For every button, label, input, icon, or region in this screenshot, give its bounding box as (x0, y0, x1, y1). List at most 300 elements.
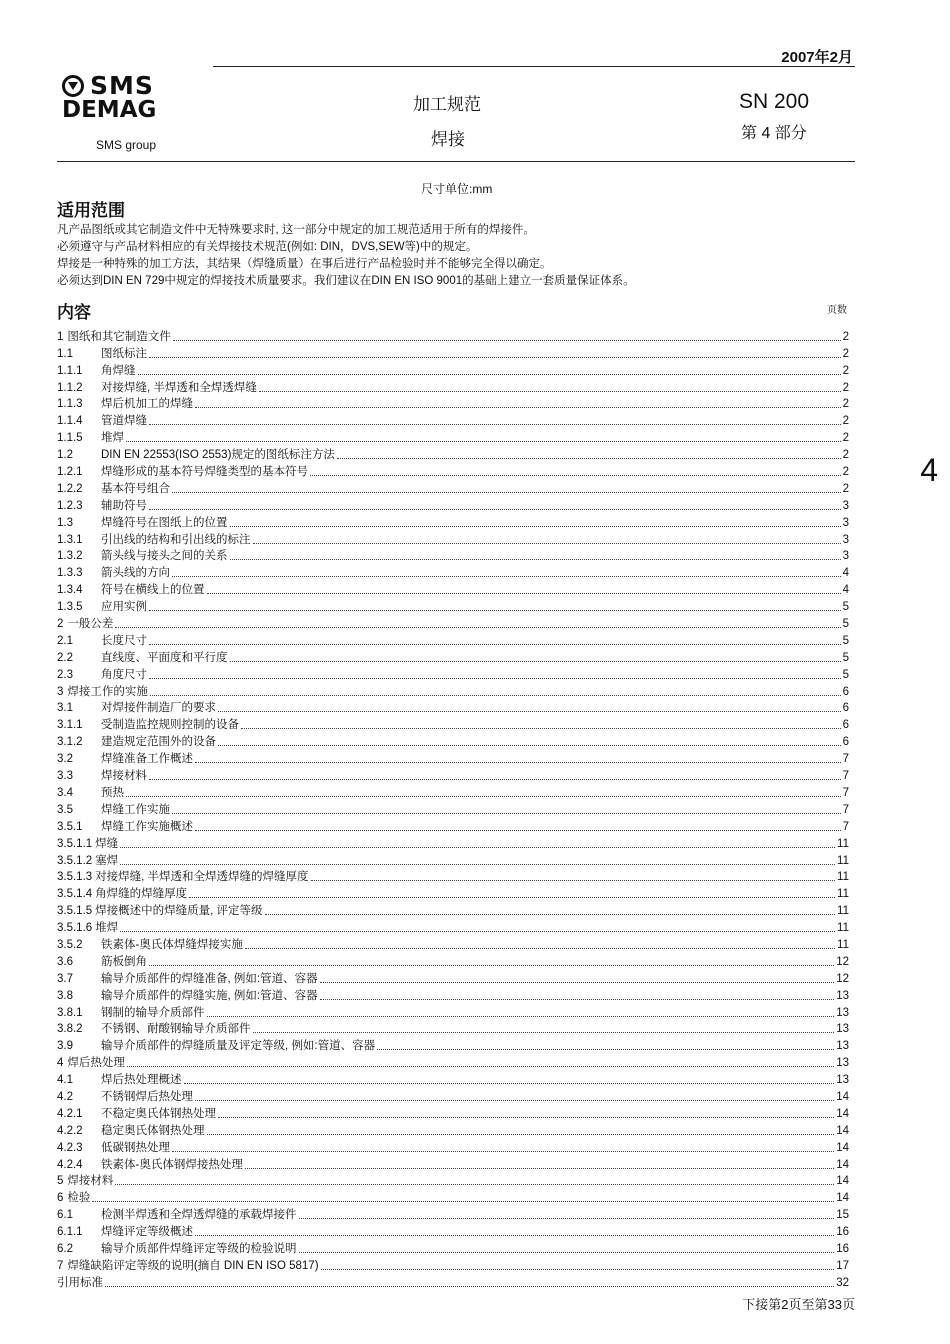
toc-dot-leader (253, 543, 841, 544)
toc-entry[interactable] (57, 631, 849, 648)
toc-entry-page: 11 (837, 905, 849, 918)
toc-entry-number: 6.1 (57, 1209, 73, 1222)
toc-entry-number: 3.3 (57, 770, 73, 783)
toc-dot-leader (310, 475, 841, 476)
toc-dot-leader (265, 914, 835, 915)
toc-entry[interactable] (57, 513, 849, 530)
toc-entry-page: 5 (842, 668, 849, 681)
toc-entry[interactable] (57, 1138, 849, 1155)
toc-entry[interactable] (57, 1222, 849, 1239)
toc-dot-leader (172, 1151, 834, 1152)
toc-entry-number: 4 (57, 1057, 64, 1070)
toc-entry-title: 不锈钢焊后热处理 (101, 1090, 193, 1103)
toc-entry-number: 6.1.1 (57, 1226, 83, 1239)
toc-entry-page: 2 (842, 347, 849, 360)
toc-entry-page: 5 (842, 651, 849, 664)
toc-entry-page: 11 (837, 837, 849, 850)
toc-entry-page: 7 (842, 786, 849, 799)
toc-entry-title: 焊接材料 (67, 1175, 114, 1188)
toc-dot-leader (218, 745, 841, 746)
toc-dot-leader (173, 340, 841, 341)
toc-entry-title: 应用实例 (101, 601, 147, 614)
table-of-contents (57, 327, 849, 1290)
toc-entry-number: 4.2 (57, 1090, 73, 1103)
toc-entry-page: 6 (842, 685, 849, 698)
toc-entry-page: 3 (842, 533, 849, 546)
toc-entry-number: 3.5.1 (57, 820, 83, 833)
toc-entry-page: 13 (836, 1006, 849, 1019)
toc-entry-number: 1.1.2 (57, 381, 83, 394)
toc-dot-leader (149, 678, 841, 679)
toc-entry-number: 3.2 (57, 753, 73, 766)
toc-entry[interactable] (57, 699, 849, 716)
toc-dot-leader (245, 1168, 834, 1169)
toc-dot-leader (195, 1235, 834, 1236)
toc-dot-leader (149, 644, 841, 645)
toc-entry-number: 4.2.4 (57, 1158, 83, 1171)
toc-entry-page: 17 (836, 1259, 849, 1272)
toc-entry[interactable] (57, 715, 849, 732)
toc-entry[interactable] (57, 665, 849, 682)
toc-entry-number: 3.5 (57, 803, 73, 816)
toc-dot-leader (377, 1049, 834, 1050)
toc-dot-leader (189, 897, 835, 898)
toc-entry-number: 4.1 (57, 1074, 73, 1087)
toc-entry-title: 焊缝工作实施概述 (101, 820, 193, 833)
toc-dot-leader (218, 711, 841, 712)
toc-dot-leader (172, 576, 841, 577)
toc-entry-number: 1.3 (57, 516, 73, 529)
toc-entry-page: 4 (842, 584, 849, 597)
toc-entry-number: 1.1.3 (57, 398, 83, 411)
toc-entry-page: 14 (836, 1141, 849, 1154)
toc-dot-leader (126, 441, 841, 442)
toc-entry-number: 3.5.1.6 (57, 922, 93, 935)
toc-entry-page: 2 (842, 330, 849, 343)
toc-entry-title: DIN EN 22553(ISO 2553)规定的图纸标注方法 (101, 449, 335, 462)
toc-entry-page: 16 (836, 1226, 849, 1239)
toc-entry-title: 焊缝符号在图纸上的位置 (101, 516, 228, 529)
toc-dot-leader (120, 931, 835, 932)
toc-entry-number: 3.7 (57, 972, 73, 985)
toc-dot-leader (320, 999, 835, 1000)
toc-entry-number: 1.1 (57, 347, 73, 360)
toc-entry-number: 6 (57, 1192, 64, 1205)
toc-dot-leader (218, 1117, 834, 1118)
toc-entry-title: 一般公差 (67, 618, 114, 631)
toc-dot-leader (241, 728, 841, 729)
toc-dot-leader (321, 1269, 835, 1270)
toc-entry-number: 1.1.4 (57, 415, 83, 428)
toc-entry-number: 1.3.5 (57, 601, 83, 614)
toc-entry[interactable] (57, 766, 849, 783)
toc-dot-leader (126, 796, 841, 797)
toc-entry-number: 1.2.3 (57, 499, 83, 512)
toc-entry-number: 2.1 (57, 634, 73, 647)
toc-dot-leader (320, 982, 835, 983)
toc-entry-page: 7 (842, 820, 849, 833)
toc-entry-number: 1.3.2 (57, 550, 83, 563)
toc-dot-leader (172, 492, 841, 493)
toc-entry[interactable] (57, 800, 849, 817)
toc-entry-number: 6.2 (57, 1242, 73, 1255)
toc-entry-page: 14 (836, 1090, 849, 1103)
toc-entry-number: 3.1.1 (57, 719, 83, 732)
toc-entry-page: 11 (837, 854, 849, 867)
toc-entry-title: 箭头线与接头之间的关系 (101, 550, 228, 563)
document-part: 第 4 部分 (741, 125, 807, 142)
toc-entry-number: 2.3 (57, 668, 73, 681)
toc-entry-title: 引出线的结构和引出线的标注 (101, 533, 251, 546)
header-rule-top (213, 66, 855, 67)
logo-group-text: SMS group (96, 138, 157, 152)
toc-dot-leader (207, 593, 841, 594)
toc-dot-leader (207, 1134, 835, 1135)
toc-entry-title: 不稳定奥氏体钢热处理 (101, 1107, 216, 1120)
toc-entry-page: 7 (842, 803, 849, 816)
toc-entry-title: 直线度、平面度和平行度 (101, 651, 228, 664)
toc-entry[interactable] (57, 1036, 849, 1053)
toc-entry-number: 3.5.1.4 (57, 888, 93, 901)
toc-entry-title: 堆焊 (95, 922, 119, 935)
toc-entry-number: 3.1 (57, 702, 73, 715)
toc-dot-leader (195, 407, 841, 408)
toc-dot-leader (195, 1100, 834, 1101)
toc-entry[interactable] (57, 1087, 849, 1104)
toc-entry[interactable] (57, 597, 849, 614)
toc-entry-number: 2 (57, 618, 64, 631)
units-note: 尺寸单位:mm (421, 182, 493, 196)
toc-entry[interactable] (57, 986, 849, 1003)
toc-entry[interactable] (57, 901, 849, 918)
toc-entry-number: 1.2.2 (57, 482, 83, 495)
page-footer: 下接第2页至第33页 (742, 1297, 855, 1312)
toc-dot-leader (127, 1066, 834, 1067)
toc-entry-title: 角焊缝的焊缝厚度 (95, 888, 188, 901)
toc-entry[interactable] (57, 547, 849, 564)
toc-entry-page: 2 (842, 415, 849, 428)
toc-dot-leader (172, 813, 841, 814)
toc-entry-page: 14 (836, 1124, 849, 1137)
toc-entry-number: 3.6 (57, 955, 73, 968)
toc-entry-page: 11 (837, 871, 849, 884)
toc-entry-page: 6 (842, 702, 849, 715)
toc-entry[interactable] (57, 1155, 849, 1172)
toc-entry-number: 3.5.2 (57, 938, 83, 951)
toc-entry-number: 1.1.1 (57, 364, 83, 377)
toc-entry-number: 3.9 (57, 1040, 73, 1053)
toc-entry[interactable] (57, 614, 849, 631)
toc-entry-title: 焊后热处理概述 (101, 1074, 182, 1087)
toc-entry-title: 基本符号组合 (101, 482, 170, 495)
toc-entry-page: 16 (836, 1242, 849, 1255)
toc-entry-page: 13 (836, 1040, 849, 1053)
toc-entry-title: 铁素体-奥氏体焊缝焊接实施 (101, 938, 243, 951)
toc-entry-number: 1 (57, 330, 64, 343)
scope-text (57, 222, 635, 290)
toc-entry-page: 3 (842, 550, 849, 563)
toc-entry-title: 焊缝工作实施 (101, 803, 170, 816)
toc-entry-title: 引用标准 (57, 1276, 103, 1289)
toc-entry-title: 角焊缝 (101, 364, 136, 377)
toc-entry-title: 堆焊 (101, 432, 124, 445)
toc-dot-leader (299, 1252, 835, 1253)
toc-entry[interactable] (57, 327, 849, 344)
toc-dot-leader (150, 695, 841, 696)
toc-entry[interactable] (57, 884, 849, 901)
toc-entry-page: 14 (836, 1175, 849, 1188)
toc-entry-title: 稳定奥氏体钢热处理 (101, 1124, 205, 1137)
toc-entry-number: 3.1.2 (57, 736, 83, 749)
toc-entry[interactable] (57, 344, 849, 361)
toc-entry-number: 4.2.2 (57, 1124, 83, 1137)
toc-page-label: 页数 (827, 305, 847, 316)
toc-dot-leader (230, 559, 841, 560)
logo-demag-text: DEMAG (62, 97, 157, 123)
toc-entry-number: 5 (57, 1175, 64, 1188)
toc-entry-title: 输导介质部件的焊缝质量及评定等级, 例如:管道、容器 (101, 1040, 376, 1053)
toc-entry-title: 焊接工作的实施 (67, 685, 148, 698)
toc-entry-page: 14 (836, 1107, 849, 1120)
toc-entry[interactable] (57, 682, 849, 699)
toc-entry-title: 符号在横线上的位置 (101, 584, 205, 597)
logo-sms-text: SMS (90, 71, 154, 100)
toc-entry-page: 2 (842, 482, 849, 495)
toc-dot-leader (149, 965, 834, 966)
toc-entry-title: 焊缝 (95, 837, 119, 850)
toc-entry-number: 1.3.3 (57, 567, 83, 580)
toc-entry[interactable] (57, 428, 849, 445)
toc-entry[interactable] (57, 1256, 849, 1273)
toc-dot-leader (245, 948, 835, 949)
toc-entry-number: 3.5.1.3 (57, 871, 93, 884)
toc-entry-title: 铁素体-奥氏体钢焊接热处理 (101, 1158, 243, 1171)
toc-entry[interactable] (57, 817, 849, 834)
toc-entry-number: 1.3.1 (57, 533, 83, 546)
scope-heading: 适用范围 (57, 201, 125, 220)
toc-entry[interactable] (57, 530, 849, 547)
toc-entry-number: 3.4 (57, 786, 73, 799)
toc-entry-number: 2.2 (57, 651, 73, 664)
toc-dot-leader (230, 661, 841, 662)
toc-entry-title: 图纸标注 (101, 347, 147, 360)
toc-entry[interactable] (57, 445, 849, 462)
toc-entry-title: 输导介质部件的焊缝准备, 例如:管道、容器 (101, 972, 318, 985)
toc-entry-page: 2 (842, 364, 849, 377)
toc-dot-leader (230, 526, 841, 527)
toc-dot-leader (259, 391, 841, 392)
toc-entry-title: 焊接材料 (101, 770, 147, 783)
toc-entry-number: 4.2.3 (57, 1141, 83, 1154)
toc-entry[interactable] (57, 563, 849, 580)
toc-entry-page: 11 (837, 922, 849, 935)
toc-entry-title: 焊缝评定等级概述 (101, 1226, 193, 1239)
toc-entry[interactable] (57, 395, 849, 412)
toc-dot-leader (337, 458, 841, 459)
toc-dot-leader (138, 374, 841, 375)
toc-entry-title: 低碳钢热处理 (101, 1141, 170, 1154)
toc-dot-leader (149, 779, 841, 780)
toc-entry-title: 焊后热处理 (67, 1057, 125, 1070)
toc-entry-page: 12 (836, 955, 849, 968)
toc-entry-title: 焊接概述中的焊缝质量, 评定等级 (95, 905, 263, 918)
toc-entry[interactable] (57, 1205, 849, 1222)
toc-dot-leader (195, 762, 841, 763)
toc-entry-title: 箭头线的方向 (101, 567, 170, 580)
toc-entry[interactable] (57, 580, 849, 597)
toc-dot-leader (311, 880, 835, 881)
toc-entry-number: 3.8.1 (57, 1006, 83, 1019)
toc-entry-title: 长度尺寸 (101, 634, 147, 647)
toc-entry-page: 13 (836, 1074, 849, 1087)
toc-dot-leader (92, 1201, 834, 1202)
toc-entry-number: 3.5.1.1 (57, 837, 93, 850)
toc-entry-title: 图纸和其它制造文件 (67, 330, 171, 343)
toc-entry-number: 1.2 (57, 449, 73, 462)
toc-entry-number: 3.8.2 (57, 1023, 83, 1036)
side-part-marker: 4 (920, 452, 938, 488)
toc-entry-page: 14 (836, 1192, 849, 1205)
toc-entry-page: 2 (842, 466, 849, 479)
toc-entry[interactable] (57, 462, 849, 479)
toc-entry-page: 5 (842, 601, 849, 614)
spec-title: 加工规范 (413, 95, 481, 115)
toc-entry-title: 焊后机加工的焊缝 (101, 398, 193, 411)
scope-line: 必须遵守与产品材料相应的有关焊接技术规范(例如: DIN，DVS,SEW等)中的规定。 (57, 241, 478, 253)
toc-entry[interactable] (57, 918, 849, 935)
toc-entry-title: 检验 (67, 1192, 91, 1205)
toc-entry-title: 焊缝缺陷评定等级的说明(摘自 DIN EN ISO 5817) (67, 1259, 319, 1272)
toc-dot-leader (149, 509, 841, 510)
toc-entry-page: 5 (842, 634, 849, 647)
toc-entry-page: 6 (842, 719, 849, 732)
toc-entry[interactable] (57, 361, 849, 378)
toc-entry-title: 角度尺寸 (101, 668, 147, 681)
toc-entry-page: 7 (842, 753, 849, 766)
toc-entry-page: 11 (837, 888, 849, 901)
toc-entry[interactable] (57, 411, 849, 428)
toc-dot-leader (184, 1083, 835, 1084)
toc-entry-page: 2 (842, 398, 849, 411)
toc-entry-number: 4.2.1 (57, 1107, 83, 1120)
toc-entry-title: 建造规定范围外的设备 (101, 736, 216, 749)
toc-dot-leader (149, 610, 841, 611)
toc-entry-title: 预热 (101, 786, 124, 799)
toc-dot-leader (149, 357, 841, 358)
toc-entry[interactable] (57, 969, 849, 986)
toc-entry-page: 2 (842, 381, 849, 394)
toc-entry-number: 1.3.4 (57, 584, 83, 597)
header-rule-bottom (57, 161, 855, 162)
scope-line: 凡产品图纸或其它制造文件中无特殊要求时, 这一部分中规定的加工规范适用于所有的焊接件。 (57, 224, 535, 236)
toc-entry-page: 32 (836, 1276, 849, 1289)
toc-entry-page: 2 (842, 449, 849, 462)
toc-entry[interactable] (57, 1070, 849, 1087)
toc-entry-title: 管道焊缝 (101, 415, 147, 428)
toc-entry-number: 1.2.1 (57, 466, 83, 479)
toc-dot-leader (120, 864, 835, 865)
toc-entry[interactable] (57, 1239, 849, 1256)
toc-dot-leader (115, 1184, 834, 1185)
toc-entry[interactable] (57, 1273, 849, 1290)
spec-subtitle: 焊接 (431, 130, 465, 150)
toc-entry[interactable] (57, 851, 849, 868)
toc-entry-page: 4 (842, 567, 849, 580)
toc-entry[interactable] (57, 749, 849, 766)
toc-entry[interactable] (57, 868, 849, 885)
issue-date: 2007年2月 (781, 49, 853, 66)
toc-entry-number: 3.8 (57, 989, 73, 1002)
toc-dot-leader (149, 424, 841, 425)
toc-entry[interactable] (57, 479, 849, 496)
toc-entry-title: 辅助符号 (101, 499, 147, 512)
toc-entry-page: 2 (842, 432, 849, 445)
toc-entry[interactable] (57, 952, 849, 969)
toc-entry-number: 3 (57, 685, 64, 698)
toc-entry-title: 对接焊缝, 半焊透和全焊透焊缝的焊缝厚度 (95, 871, 309, 884)
toc-entry-title: 钢制的输导介质部件 (101, 1006, 205, 1019)
toc-entry-page: 3 (842, 516, 849, 529)
toc-entry-title: 塞焊 (95, 854, 119, 867)
toc-entry-page: 13 (836, 1057, 849, 1070)
toc-entry-number: 7 (57, 1259, 64, 1272)
toc-entry-page: 15 (836, 1209, 849, 1222)
toc-dot-leader (253, 1032, 835, 1033)
toc-dot-leader (299, 1218, 835, 1219)
toc-entry-title: 筋板倒角 (101, 955, 147, 968)
toc-entry[interactable] (57, 935, 849, 952)
toc-entry[interactable] (57, 496, 849, 513)
toc-entry-page: 7 (842, 770, 849, 783)
sms-logo-icon (62, 75, 84, 97)
toc-entry-title: 焊缝准备工作概述 (101, 753, 193, 766)
toc-entry[interactable] (57, 732, 849, 749)
toc-entry[interactable] (57, 1121, 849, 1138)
toc-entry[interactable] (57, 378, 849, 395)
toc-entry[interactable] (57, 648, 849, 665)
toc-dot-leader (115, 627, 840, 628)
toc-entry-number: 3.5.1.5 (57, 905, 93, 918)
toc-entry-page: 11 (837, 938, 849, 951)
toc-entry-number: 3.5.1.2 (57, 854, 93, 867)
toc-entry-page: 3 (842, 499, 849, 512)
toc-dot-leader (120, 847, 835, 848)
toc-entry-page: 13 (836, 989, 849, 1002)
toc-entry-title: 检测半焊透和全焊透焊缝的承载焊接件 (101, 1209, 297, 1222)
toc-entry[interactable] (57, 1104, 849, 1121)
toc-dot-leader (207, 1016, 835, 1017)
toc-entry[interactable] (57, 1053, 849, 1070)
toc-entry[interactable] (57, 783, 849, 800)
toc-entry[interactable] (57, 1003, 849, 1020)
scope-line: 必须达到DIN EN 729中规定的焊接技术质量要求。我们建议在DIN EN ISO 9001的基础上建立一套质量保证体系。 (57, 275, 635, 287)
toc-entry-page: 5 (842, 618, 849, 631)
toc-entry-page: 6 (842, 736, 849, 749)
document-number: SN 200 (739, 90, 810, 113)
toc-dot-leader (195, 830, 841, 831)
toc-entry-page: 14 (836, 1158, 849, 1171)
toc-entry[interactable] (57, 1020, 849, 1037)
toc-dot-leader (105, 1286, 834, 1287)
toc-entry[interactable] (57, 834, 849, 851)
toc-entry-title: 受制造监控规则控制的设备 (101, 719, 239, 732)
toc-heading: 内容 (57, 303, 91, 322)
toc-entry[interactable] (57, 1188, 849, 1205)
toc-entry[interactable] (57, 1172, 849, 1189)
toc-entry-number: 1.1.5 (57, 432, 83, 445)
company-logo (62, 71, 180, 152)
toc-entry-title: 对焊接件制造厂的要求 (101, 702, 216, 715)
